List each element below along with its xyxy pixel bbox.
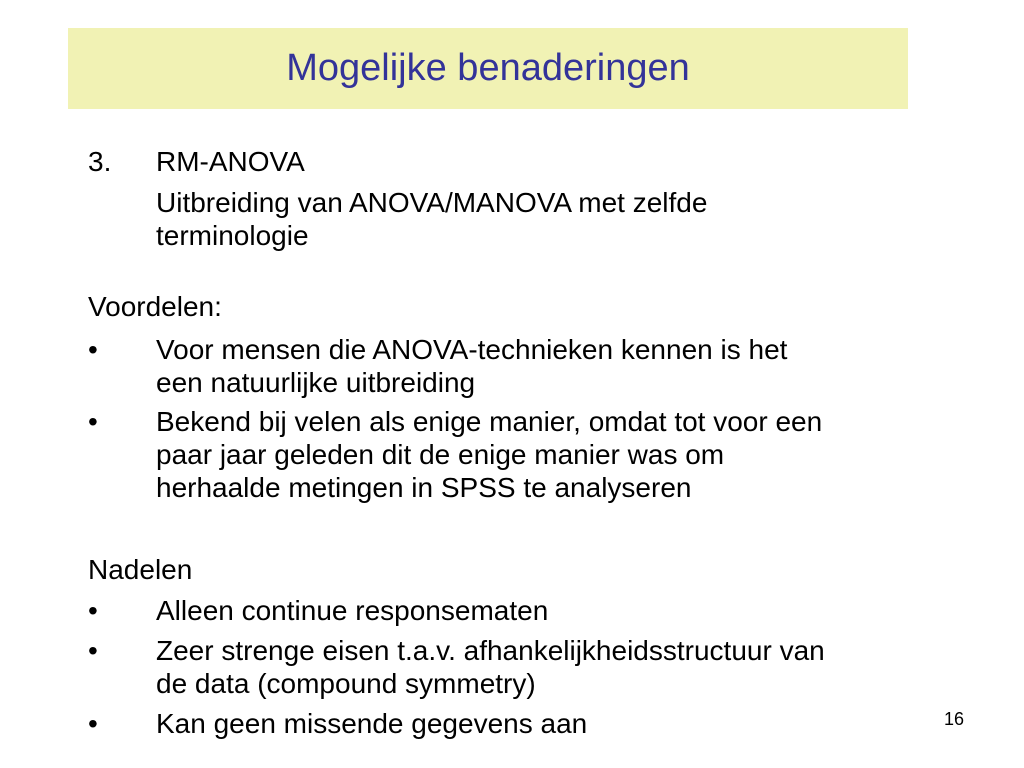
method-name: RM-ANOVA (156, 146, 305, 177)
bullet-icon: • (88, 708, 98, 739)
method-number: 3. (88, 146, 112, 177)
disadvantage-item-line: Alleen continue responsematen (156, 595, 549, 626)
disadvantage-item-line: de data (compound symmetry) (156, 668, 536, 699)
advantage-item-line: Bekend bij velen als enige manier, omdat tot voor een (156, 406, 823, 437)
advantages-heading: Voordelen: (88, 291, 222, 322)
bullet-icon: • (88, 334, 98, 365)
page-number: 16 (943, 709, 964, 729)
advantage-item-line: Voor mensen die ANOVA-technieken kennen is het (156, 334, 788, 365)
disadvantage-item-line: Kan geen missende gegevens aan (156, 708, 588, 739)
advantage-item-line: paar jaar geleden dit de enige manier was om (156, 439, 725, 470)
slide-title: Mogelijke benaderingen (286, 47, 690, 89)
method-description-line: terminologie (156, 220, 309, 251)
disadvantage-item-line: Zeer strenge eisen t.a.v. afhankelijkheidsstructuur van (156, 635, 825, 666)
bullet-icon: • (88, 635, 98, 666)
disadvantages-heading: Nadelen (88, 554, 193, 585)
title-band (68, 28, 908, 109)
advantage-item-line: herhaalde metingen in SPSS te analyseren (156, 472, 692, 503)
bullet-icon: • (88, 406, 98, 437)
bullet-icon: • (88, 595, 98, 626)
advantage-item-line: een natuurlijke uitbreiding (156, 367, 476, 398)
method-description-line: Uitbreiding van ANOVA/MANOVA met zelfde (156, 187, 708, 218)
